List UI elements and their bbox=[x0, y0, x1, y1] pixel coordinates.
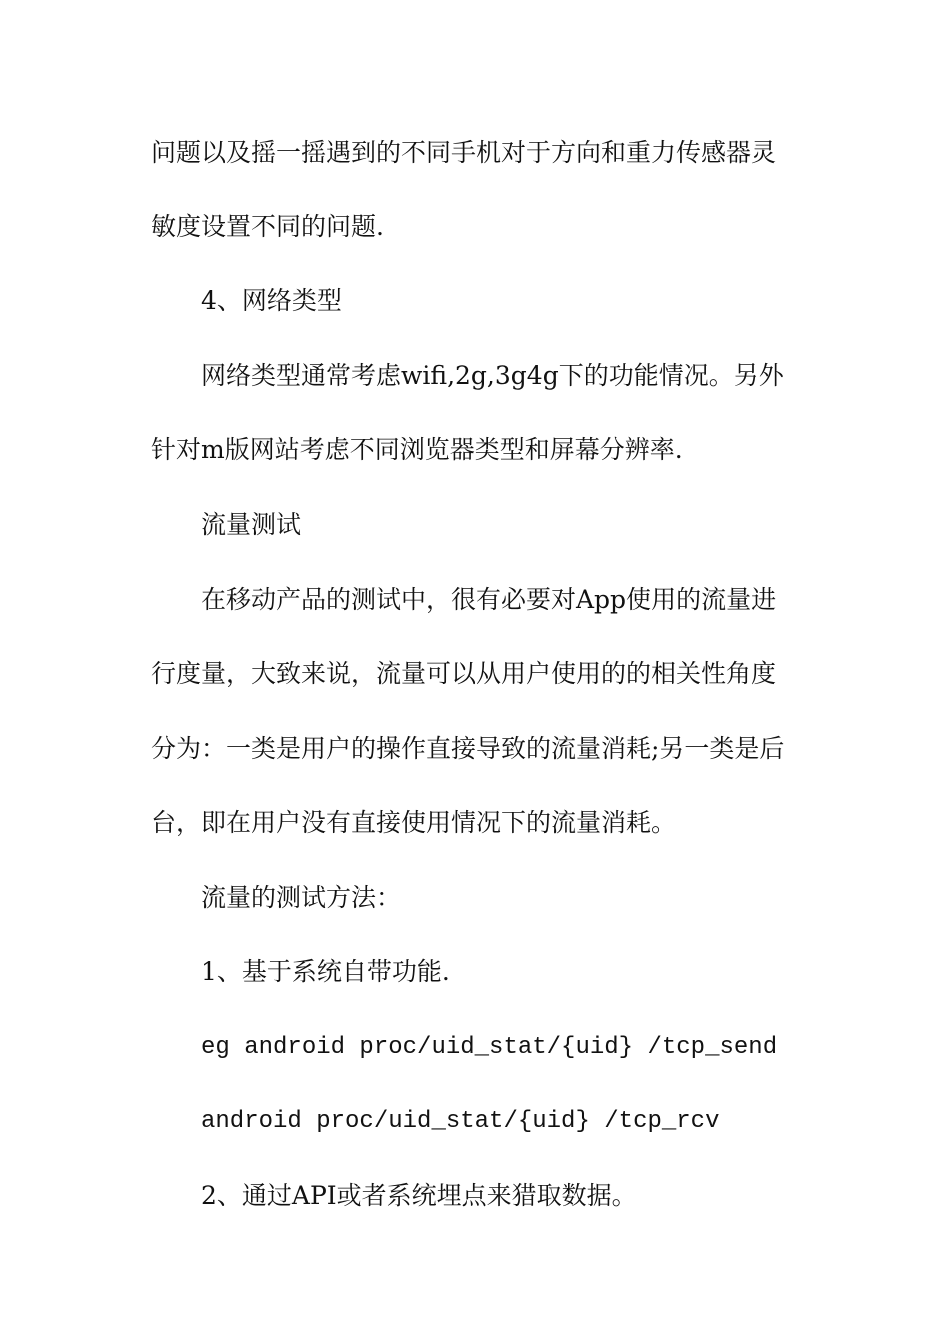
paragraph-line: 台，即在用户没有直接使用情况下的流量消耗。 bbox=[151, 808, 677, 837]
list-item: 1、基于系统自带功能. bbox=[201, 957, 450, 986]
section-heading: 4、网络类型 bbox=[201, 286, 342, 315]
paragraph-line: 针对m版网站考虑不同浏览器类型和屏幕分辨率. bbox=[151, 435, 683, 464]
paragraph-line: 在移动产品的测试中，很有必要对App使用的流量进 bbox=[201, 585, 777, 614]
list-item: 2、通过API或者系统埋点来猎取数据。 bbox=[201, 1181, 637, 1210]
paragraph-line: 分为：一类是用户的操作直接导致的流量消耗;另一类是后 bbox=[151, 734, 785, 763]
section-heading: 流量测试 bbox=[201, 510, 302, 539]
paragraph-line: 敏度设置不同的问题. bbox=[151, 212, 384, 241]
paragraph-line: 行度量，大致来说，流量可以从用户使用的的相关性角度 bbox=[151, 659, 777, 688]
paragraph-line: 流量的测试方法： bbox=[201, 883, 402, 912]
paragraph-line: 网络类型通常考虑wifi,2g,3g4g下的功能情况。另外 bbox=[201, 361, 784, 390]
code-line: android proc/uid_stat/{uid} /tcp_rcv bbox=[201, 1108, 720, 1135]
code-line: eg android proc/uid_stat/{uid} /tcp_send bbox=[201, 1034, 778, 1061]
paragraph-line: 问题以及摇一摇遇到的不同手机对于方向和重力传感器灵 bbox=[151, 138, 777, 167]
